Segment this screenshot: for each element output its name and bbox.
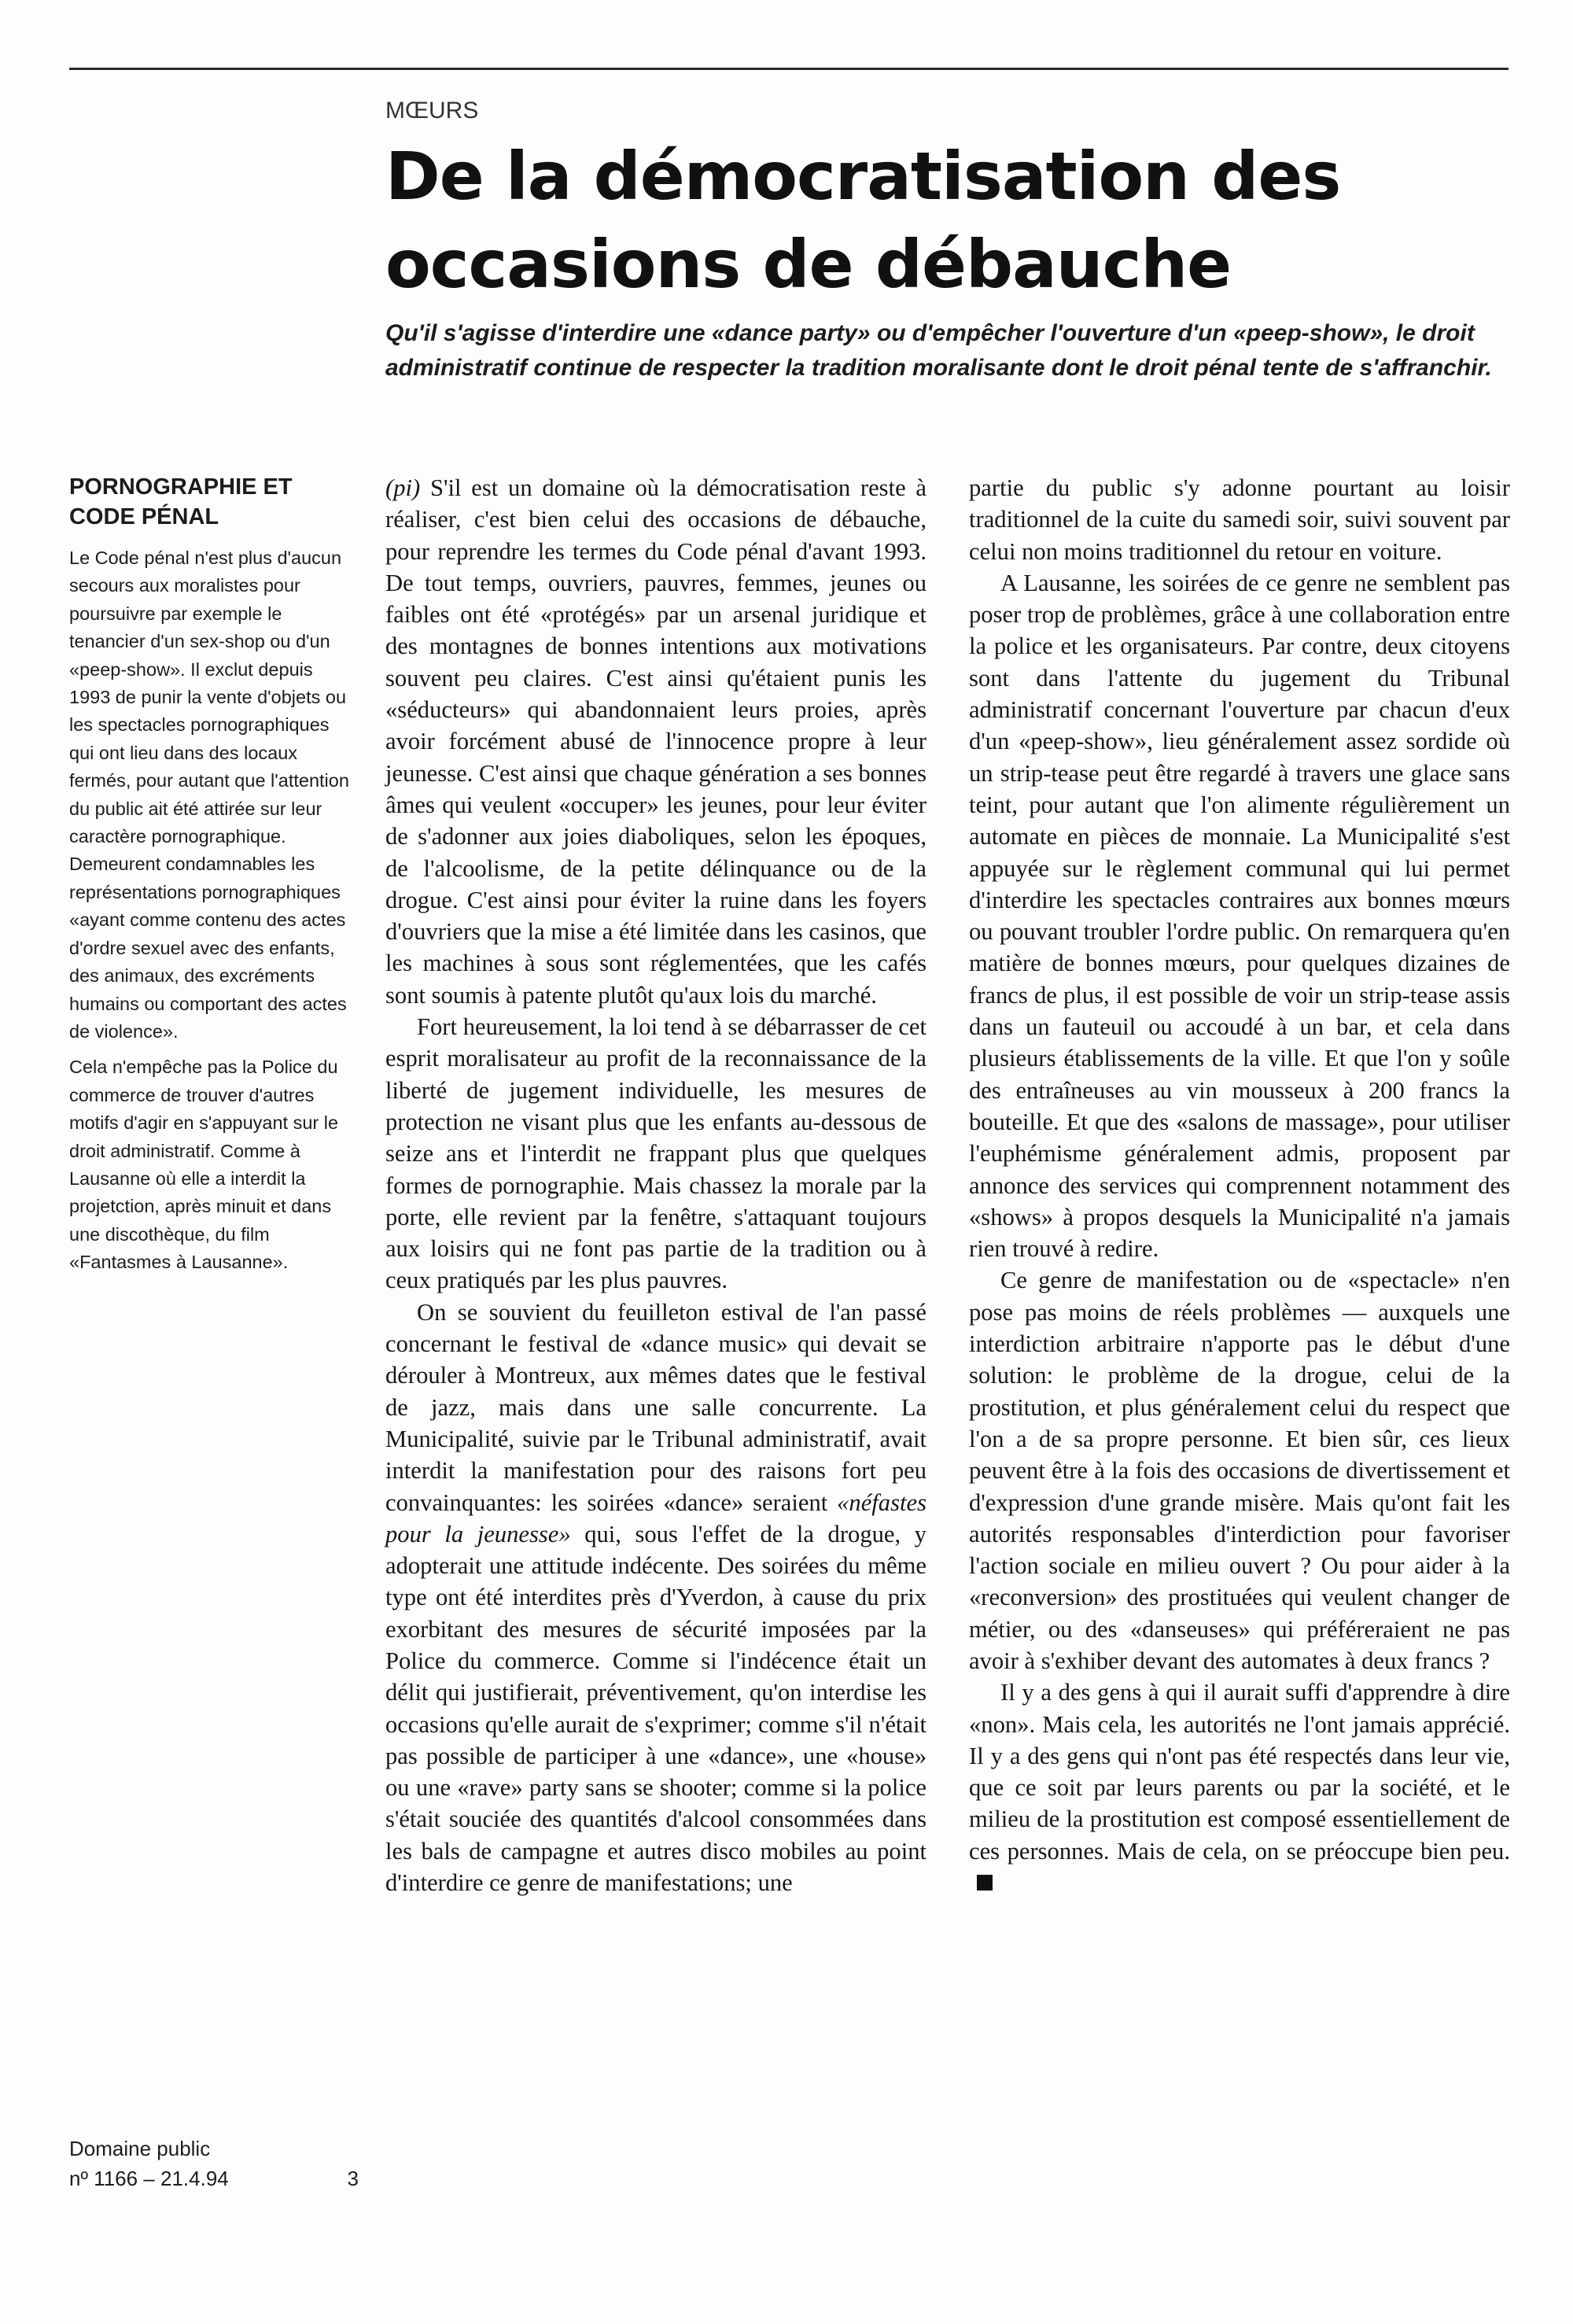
issue-number: nº 1166 – 21.4.94 <box>69 2167 229 2190</box>
article-title: De la démocratisation des occasions de débauche <box>385 138 1341 303</box>
section-rubric: MŒURS <box>385 98 479 124</box>
end-mark-icon <box>977 1875 993 1891</box>
paragraph-text: On se souvient du feuilleton estival de l'an passé concernant le festival de «dance music» qui devait se dérouler à Montreux, aux mêmes dates que le festival de jazz, mais dans une salle concurrente. La Municipalité, suivie par le Tribunal administratif, avait interdit la manifestation pour des raisons fort peu convainquantes: les soirées «dance» seraient <box>385 1298 926 1516</box>
article-column-2 <box>969 472 1510 1898</box>
page-number: 3 <box>347 2167 359 2190</box>
article-lede: Qu'il s'agisse d'interdire une «dance party» ou d'empêcher l'ouverture d'un «peep-show», le droit administratif continue de respecter la tradition moralisante dont le droit pénal tente de s'affranchir. <box>385 320 1492 381</box>
article-paragraph <box>969 1677 1510 1898</box>
top-rule <box>69 68 1509 70</box>
paragraph-text: qui, sous l'effet de la drogue, y adopterait une attitude indécente. Des soirées du même type ont été interdites près d'Yverdon, à cause du prix exorbitant des mesures de sécurité imposées par la Police du commerce. Comme si l'indécence était un délit qui justifierait, préventivement, qu'on interdise les occasions qu'elle aurait de s'exprimer; comme s'il n'était pas possible de participer à une «dance», une «house» ou une «rave» party sans se shooter; comme si la police s'était souciée des quantités d'alcool consommées dans les bals de campagne et autres disco mobiles au point d'interdire ce genre de manifestations; une <box>385 1520 926 1897</box>
article-paragraph: A Lausanne, les soirées de ce genre ne semblent pas poser trop de problèmes, grâce à une collaboration entre la police et les organisateurs. Par contre, deux citoyens sont dans l'attente du jugement du Tribunal administratif concernant l'ouverture par chacun d'eux d'un «peep-show», lieu généralement assez sordide où un strip-tease peut être regardé à travers une glace sans teint, pour autant que l'on alimente régulièrement un automate en pièces de monnaie. La Municipalité s'est appuyée sur le règlement communal qui lui permet d'interdire les spectacles contraires aux bonnes mœurs ou pouvant troubler l'ordre public. On remarquera qu'en matière de bonnes mœurs, pour quelques dizaines de francs de plus, il est possible de voir un strip-tease assis dans un fauteuil ou accoudé à un bar, et cela dans plusieurs établissements de la ville. Et que l'on y soûle des entraîneuses au vin mousseux à 200 francs la bouteille. Et que des «salons de massage», pour utiliser l'euphémisme généralement admis, proposent par annonce des services qui comprennent notamment des «shows» à propos desquels la Municipalité n'a jamais rien trouvé à redire. <box>969 569 1510 1263</box>
article-column-1 <box>385 472 926 1898</box>
sidebar-text <box>69 544 354 1277</box>
publication-name: Domaine public <box>69 2137 211 2160</box>
article-paragraph: partie du public s'y adonne pourtant au loisir traditionnel de la cuite du samedi soir, suivi souvent par celui non moins traditionnel du retour en voiture. <box>969 474 1510 565</box>
article-paragraph <box>385 472 926 1011</box>
page-footer <box>69 2134 362 2193</box>
article-paragraph: Fort heureusement, la loi tend à se débarrasser de cet esprit moralisateur au profit de la reconnaissance de la liberté de jugement individuelle, les mesures de protection ne visant plus que les enfants au-dessous de seize ans et l'interdit ne frappant plus que quelques formes de pornographie. Mais chassez la morale par la porte, elle revient par la fenêtre, s'attaquant toujours aux loisirs qui ne font pas partie de la tradition ou à ceux pratiqués par les plus pauvres. <box>385 1013 926 1294</box>
author-initials: (pi) <box>385 474 421 501</box>
paragraph-text: S'il est un domaine où la démocratisation reste à réaliser, c'est bien celui des occasions de débauche, pour reprendre les termes du Code pénal d'avant 1993. De tout temps, ouvriers, pauvres, femmes, jeunes ou faibles ont été «protégés» par un arsenal juridique et des montagnes de bonnes intentions aux motivations souvent peu claires. C'est ainsi qu'étaient punis les «séducteurs» qui abandonnaient leurs proies, après avoir forcément abusé de l'innocence propre à leur jeunesse. C'est ainsi que chaque génération a ses bonnes âmes qui veulent «occuper» les jeunes, pour leur éviter de s'adonner aux joies diaboliques, selon les époques, de l'alcoolisme, de la petite délinquance ou de la drogue. C'est ainsi pour éviter la ruine dans les foyers d'ouvriers que la mise a été limitée dans les casinos, que les machines à sous sont réglementées, que les cafés sont soumis à patente plutôt qu'aux lois du marché. <box>385 474 926 1009</box>
sidebar-box <box>69 472 354 1285</box>
sidebar-paragraph: Cela n'empêche pas la Police du commerce de trouver d'autres motifs d'agir en s'appuyant sur le droit administratif. Comme à Lausanne où elle a interdit la projetction, après minuit et dans une discothèque, du film «Fantasmes à Lausanne». <box>69 1057 339 1273</box>
article-paragraph <box>385 1297 926 1899</box>
paragraph-text: Il y a des gens à qui il aurait suffi d'apprendre à dire «non». Mais cela, les autorités ne l'ont jamais apprécié. Il y a des gens qui n'ont pas été respectés dans leur vie, que ce soit par leurs parents ou par la société, et le milieu de la prostitution est composé essentiellement de ces personnes. Mais de cela, on se préoccupe bien peu. <box>969 1679 1510 1865</box>
sidebar-paragraph: Le Code pénal n'est plus d'aucun secours aux moralistes pour poursuivre par exemple le tenancier d'un sex-shop ou d'un «peep-show». Il exclut depuis 1993 de punir la vente d'objets ou les spectacles pornographiques qui ont lieu dans des locaux fermés, pour autant que l'attention du public ait été attirée sur leur caractère pornographique. Demeurent condamnables les représentations pornographiques «ayant comme contenu des actes d'ordre sexuel avec des enfants, des animaux, des excréments humains ou comportant des actes de violence». <box>69 548 349 1042</box>
sidebar-title: PORNOGRAPHIE ET CODE PÉNAL <box>69 474 293 529</box>
article-paragraph: Ce genre de manifestation ou de «spectacle» n'en pose pas moins de réels problèmes — auxquels une interdiction arbitraire n'apporte pas le début d'une solution: le problème de la drogue, celui de la prostitution, et plus généralement celui du respect que l'on a de sa propre personne. Et bien sûr, ces lieux peuvent être à la fois des occasions de divertissement et d'expression d'une grande misère. Mais qu'ont fait les autorités responsables d'interdiction pour favoriser l'action sociale en milieu ouvert ? Ou pour aider à la «reconversion» des prostituées qui veulent changer de métier, ou des «danseuses» qui préféreraient ne pas avoir à s'exhiber devant des automates à deux francs ? <box>969 1267 1510 1674</box>
quoted-phrase: «néfastes pour la jeunesse» <box>385 1488 926 1547</box>
